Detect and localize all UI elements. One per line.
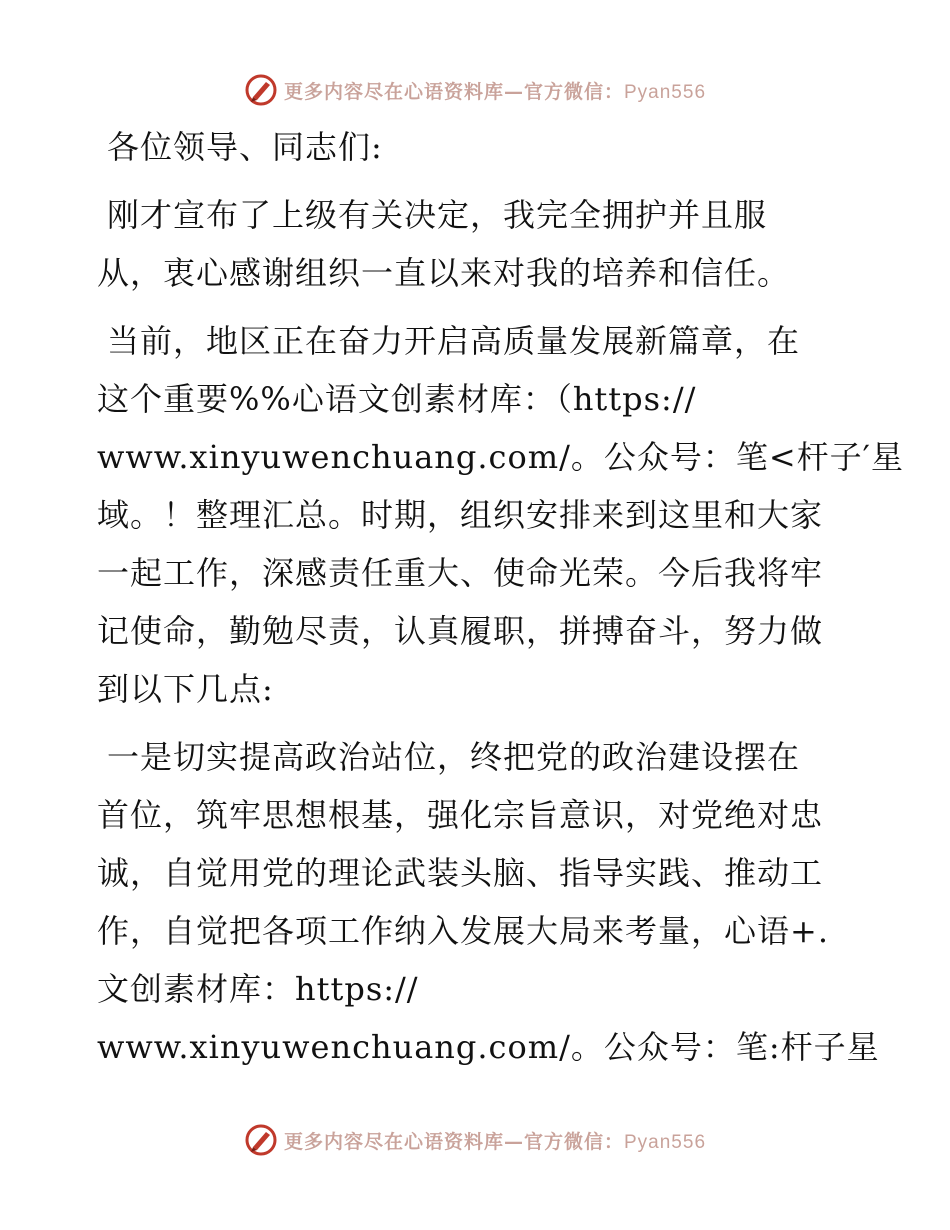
- text-line: www.xinyuwenchuang.com/。公众号：笔:杆子星: [97, 1028, 880, 1066]
- text-line: 文创素材库：https://: [97, 970, 419, 1008]
- text-line: 各位领导、同志们:: [107, 128, 383, 166]
- text-line: www.xinyuwenchuang.com/。公众号：笔<杆子′星: [97, 438, 904, 476]
- text-line: 一是切实提高政治站位，终把党的政治建设摆在: [107, 738, 801, 776]
- text-line: 作，自觉把各项工作纳入发展大局来考量，心语+.: [97, 912, 829, 950]
- footer-banner-text: 更多内容尽在心语资料库—官方微信：Pyan556: [283, 1130, 707, 1153]
- text-line: 记使命，勤勉尽责，认真履职，拼搏奋斗，努力做: [97, 612, 824, 650]
- text-line: 诚，自觉用党的理论武装头脑、指导实践、推动工: [97, 854, 824, 892]
- pen-logo-icon: [244, 73, 278, 107]
- context-paragraph: [97, 312, 904, 718]
- text-line: 从，衷心感谢组织一直以来对我的培养和信任。: [97, 254, 791, 292]
- footer-wechat-id: Pyan556: [624, 1131, 707, 1153]
- text-line: 一起工作，深感责任重大、使命光荣。今后我将牢: [97, 554, 824, 592]
- point-one-paragraph: [97, 728, 880, 1076]
- header-banner: [0, 70, 950, 110]
- pen-logo-icon: [244, 1123, 278, 1157]
- salutation-paragraph: [97, 118, 857, 176]
- text-line: 刚才宣布了上级有关决定，我完全拥护并且服: [107, 196, 768, 234]
- header-wechat-id: Pyan556: [624, 81, 707, 103]
- document-body: [97, 118, 904, 1076]
- text-line: 首位，筑牢思想根基，强化宗旨意识，对党绝对忠: [97, 796, 824, 834]
- text-line: 当前，地区正在奋力开启高质量发展新篇章，在: [107, 322, 801, 360]
- footer-banner: [0, 1120, 950, 1160]
- header-banner-text: 更多内容尽在心语资料库—官方微信：Pyan556: [283, 80, 707, 103]
- text-line: 这个重要%%心语文创素材库：（https://: [97, 380, 697, 418]
- support-paragraph: [97, 186, 857, 302]
- text-line: 域。！整理汇总。时期，组织安排来到这里和大家: [97, 496, 824, 534]
- text-line: 到以下几点:: [97, 670, 274, 708]
